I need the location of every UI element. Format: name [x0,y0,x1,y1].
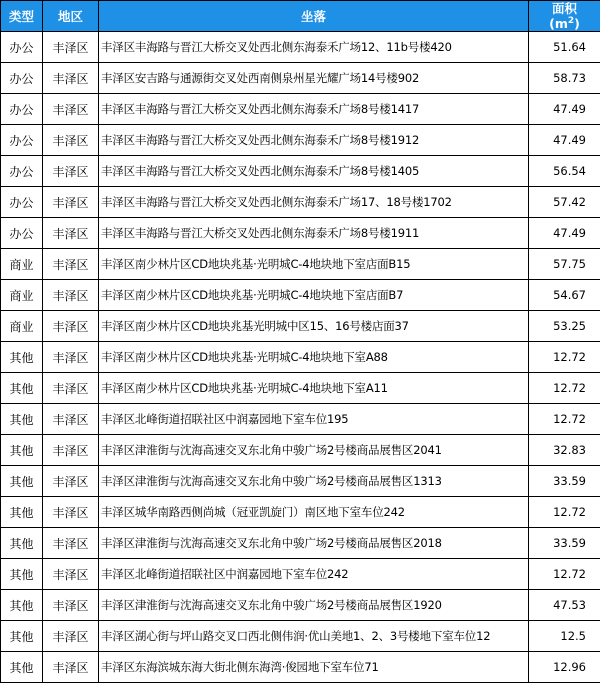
cell-location: 丰泽区丰海路与晋江大桥交叉处西北侧东海泰禾广场12、11b号楼420 [99,32,529,63]
cell-type: 商业 [1,280,43,311]
cell-location: 丰泽区南少林片区CD地块兆基光明城中区15、16号楼店面37 [99,311,529,342]
cell-type: 其他 [1,373,43,404]
cell-type: 其他 [1,652,43,683]
cell-district: 丰泽区 [43,559,99,590]
cell-location: 丰泽区津淮街与沈海高速交叉东北角中骏广场2号楼商品展售区2018 [99,528,529,559]
cell-type: 其他 [1,528,43,559]
cell-type: 其他 [1,497,43,528]
cell-type: 办公 [1,63,43,94]
cell-area: 47.49 [529,218,600,249]
table-row [1,249,600,280]
table-row [1,94,600,125]
cell-area: 47.49 [529,125,600,156]
header-area-unit: $(m^2)$ [549,15,580,32]
cell-location: 丰泽区安吉路与通源街交叉处西南侧泉州星光耀广场14号楼902 [99,63,529,94]
cell-location: 丰泽区丰海路与晋江大桥交叉处西北侧东海泰禾广场17、18号楼1702 [99,187,529,218]
table-row [1,404,600,435]
cell-area: 32.83 [529,435,600,466]
cell-type: 其他 [1,590,43,621]
header-area [529,1,600,32]
cell-location: 丰泽区南少林片区CD地块兆基·光明城C-4地块地下室店面B15 [99,249,529,280]
cell-district: 丰泽区 [43,342,99,373]
cell-district: 丰泽区 [43,652,99,683]
cell-area: 47.49 [529,94,600,125]
cell-location: 丰泽区东海滨城东海大街北侧东海湾·俊园地下室车位71 [99,652,529,683]
cell-location: 丰泽区丰海路与晋江大桥交叉处西北侧东海泰禾广场8号楼1405 [99,156,529,187]
cell-district: 丰泽区 [43,32,99,63]
cell-district: 丰泽区 [43,528,99,559]
cell-type: 商业 [1,249,43,280]
cell-district: 丰泽区 [43,497,99,528]
table-body [1,32,600,683]
table-row [1,621,600,652]
cell-area: 47.53 [529,590,600,621]
table-row [1,125,600,156]
cell-district: 丰泽区 [43,249,99,280]
cell-district: 丰泽区 [43,94,99,125]
cell-area: 12.72 [529,404,600,435]
cell-area: 12.5 [529,621,600,652]
cell-area: 12.72 [529,373,600,404]
cell-area: 57.75 [529,249,600,280]
cell-type: 其他 [1,466,43,497]
cell-type: 办公 [1,125,43,156]
cell-district: 丰泽区 [43,156,99,187]
cell-district: 丰泽区 [43,187,99,218]
cell-type: 办公 [1,218,43,249]
table-row [1,466,600,497]
cell-area: 51.64 [529,32,600,63]
cell-area: 58.73 [529,63,600,94]
table-row [1,590,600,621]
cell-area: 12.72 [529,497,600,528]
cell-location: 丰泽区北峰街道招联社区中润嘉园地下室车位242 [99,559,529,590]
cell-location: 丰泽区津淮街与沈海高速交叉东北角中骏广场2号楼商品展售区2041 [99,435,529,466]
table-row [1,32,600,63]
table-row [1,559,600,590]
cell-type: 其他 [1,342,43,373]
cell-type: 其他 [1,404,43,435]
header-row [1,1,600,32]
cell-location: 丰泽区北峰街道招联社区中润嘉园地下室车位195 [99,404,529,435]
cell-location: 丰泽区丰海路与晋江大桥交叉处西北侧东海泰禾广场8号楼1911 [99,218,529,249]
table-row [1,280,600,311]
cell-type: 办公 [1,187,43,218]
cell-district: 丰泽区 [43,466,99,497]
cell-area: 33.59 [529,466,600,497]
header-district: 地区 [43,1,99,32]
cell-type: 其他 [1,435,43,466]
cell-location: 丰泽区南少林片区CD地块兆基·光明城C-4地块地下室A11 [99,373,529,404]
table-row [1,63,600,94]
cell-location: 丰泽区南少林片区CD地块兆基·光明城C-4地块地下室A88 [99,342,529,373]
table-row [1,342,600,373]
cell-type: 办公 [1,94,43,125]
cell-district: 丰泽区 [43,218,99,249]
cell-type: 办公 [1,32,43,63]
cell-area: 33.59 [529,528,600,559]
cell-district: 丰泽区 [43,125,99,156]
header-location: 坐落 [99,1,529,32]
cell-area: 53.25 [529,311,600,342]
cell-type: 其他 [1,621,43,652]
cell-location: 丰泽区丰海路与晋江大桥交叉处西北侧东海泰禾广场8号楼1912 [99,125,529,156]
table-row [1,497,600,528]
cell-location: 丰泽区津淮街与沈海高速交叉东北角中骏广场2号楼商品展售区1920 [99,590,529,621]
header-area-label: 面积 [551,0,577,16]
cell-district: 丰泽区 [43,311,99,342]
header-type: 类型 [1,1,43,32]
cell-location: 丰泽区湖心街与坪山路交叉口西北侧伟润·优山美地1、2、3号楼地下室车位12 [99,621,529,652]
cell-district: 丰泽区 [43,435,99,466]
cell-type: 其他 [1,559,43,590]
cell-district: 丰泽区 [43,590,99,621]
cell-location: 丰泽区南少林片区CD地块兆基·光明城C-4地块地下室店面B7 [99,280,529,311]
cell-district: 丰泽区 [43,63,99,94]
table-row [1,373,600,404]
cell-district: 丰泽区 [43,280,99,311]
table-row [1,652,600,683]
cell-type: 商业 [1,311,43,342]
table-row [1,528,600,559]
table-row [1,218,600,249]
table-row [1,187,600,218]
table-row [1,311,600,342]
table-row [1,435,600,466]
cell-type: 办公 [1,156,43,187]
cell-location: 丰泽区城华南路西侧尚城（冠亚凯旋门）南区地下室车位242 [99,497,529,528]
cell-area: 12.72 [529,559,600,590]
cell-area: 54.67 [529,280,600,311]
cell-district: 丰泽区 [43,621,99,652]
cell-area: 57.42 [529,187,600,218]
cell-area: 12.72 [529,342,600,373]
cell-area: 12.96 [529,652,600,683]
cell-district: 丰泽区 [43,373,99,404]
cell-location: 丰泽区丰海路与晋江大桥交叉处西北侧东海泰禾广场8号楼1417 [99,94,529,125]
cell-area: 56.54 [529,156,600,187]
cell-district: 丰泽区 [43,404,99,435]
table-row [1,156,600,187]
cell-location: 丰泽区津淮街与沈海高速交叉东北角中骏广场2号楼商品展售区1313 [99,466,529,497]
